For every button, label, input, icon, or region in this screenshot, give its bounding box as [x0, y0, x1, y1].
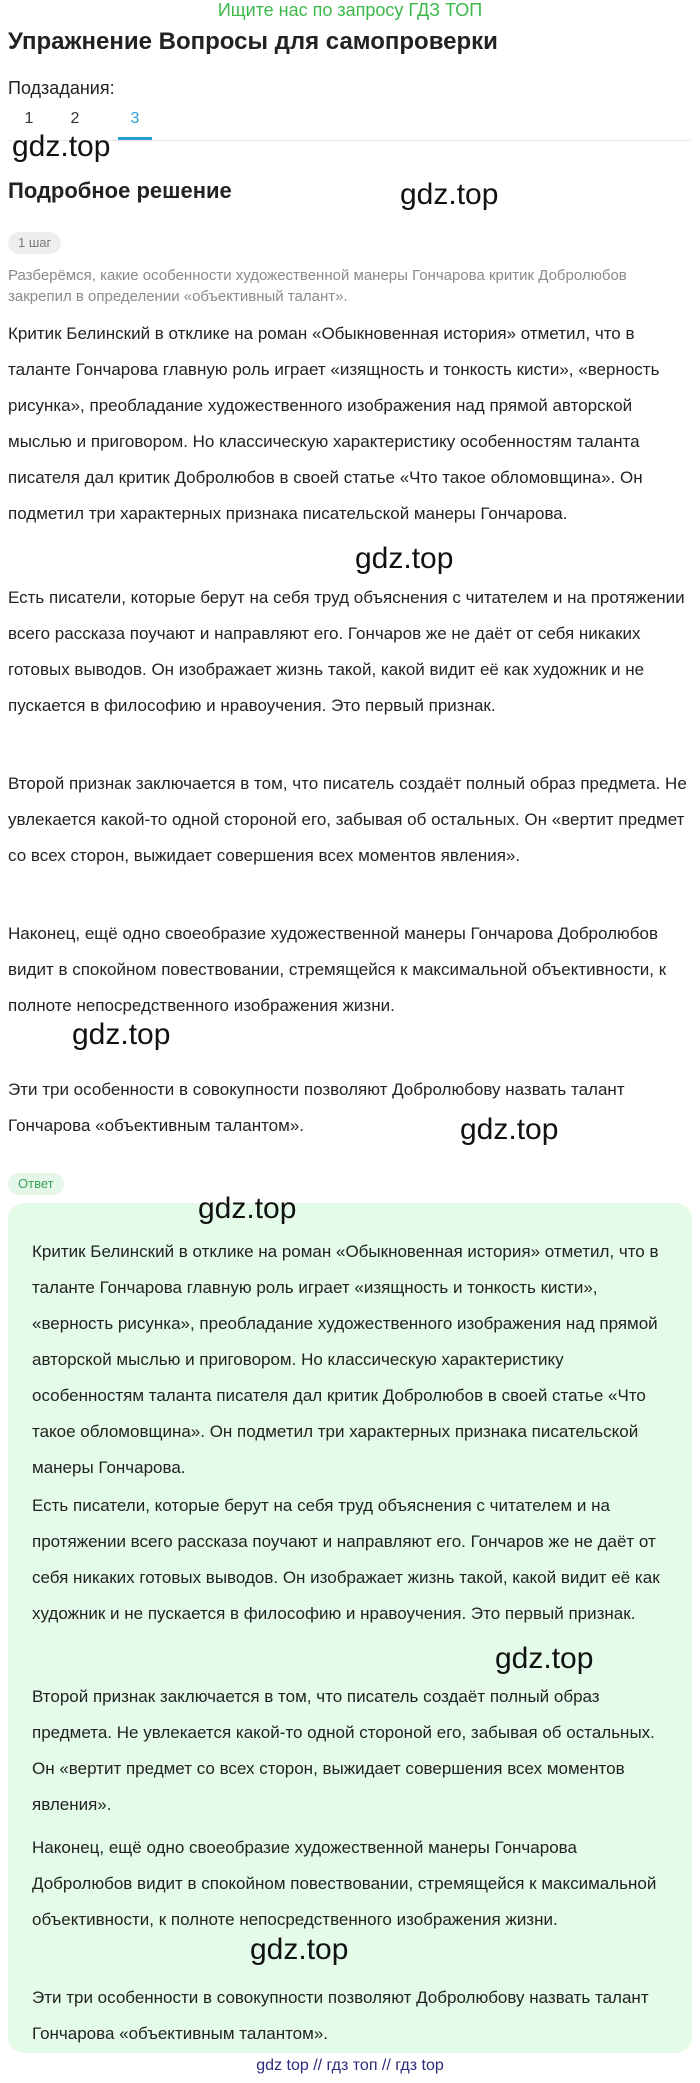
tab-2[interactable]: 2 — [70, 110, 80, 127]
solution-paragraph: Второй признак заключается в том, что писатель создаёт полный образ предмета. Не увлекается какой-то одной стороной его, забывая об остальных. Он «вертит предмет со всех сторон, выжидает совершения всех моментов явления». — [8, 774, 687, 865]
answer-paragraph: Критик Белинский в отклике на роман «Обыкновенная история» отметил, что в таланте Гончарова главную роль играет «изящность и тонкость кисти», «верность рисунка», преобладание художественного изображения над прямой авторской мыслью и приговором. Но классическую характеристику особенностям таланта писателя дал критик Добролюбов в своей статье «Что такое обломовщина». Он подметил три характерных признака писательской манеры Гончарова. — [32, 1242, 659, 1477]
watermark: gdz.top — [250, 1933, 349, 1966]
step-intro: Разберёмся, какие особенности художественной манеры Гончарова критик Добролюбов закрепил в определении «объективный талант». — [8, 267, 627, 305]
watermark: gdz.top — [460, 1113, 559, 1146]
answer-paragraph: Второй признак заключается в том, что писатель создаёт полный образ предмета. Не увлекается какой-то одной стороной его, забывая об остальных. Он «вертит предмет со всех сторон, выжидает совершения всех моментов явления». — [32, 1687, 655, 1814]
watermark: gdz.top — [72, 1018, 171, 1051]
top-banner[interactable]: Ищите нас по запросу ГДЗ ТОП — [217, 0, 483, 20]
active-tab-indicator — [118, 137, 152, 140]
watermark: gdz.top — [495, 1642, 594, 1675]
watermark: gdz.top — [355, 542, 454, 575]
answer-paragraph: Есть писатели, которые берут на себя труд объяснения с читателем и на протяжении всего рассказа поучают и направляют его. Гончаров же не даёт от себя никаких готовых выводов. Он изображает жизнь такой, какой видит её как художник и не пускается в философию и нравоучения. Это первый признак. — [32, 1496, 660, 1623]
watermark: gdz.top — [400, 178, 499, 211]
answer-paragraph: Эти три особенности в совокупности позволяют Добролюбову назвать талант Гончарова «объективным талантом». — [32, 1988, 649, 2043]
solution-paragraph: Есть писатели, которые берут на себя труд объяснения с читателем и на протяжении всего рассказа поучают и направляют его. Гончаров же не даёт от себя никаких готовых выводов. Он изображает жизнь такой, какой видит её как художник и не пускается в философию и нравоучения. Это первый признак. — [8, 588, 685, 715]
solution-paragraph: Наконец, ещё одно своеобразие художественной манеры Гончарова Добролюбов видит в спокойном повествовании, стремящейся к максимальной объективности, к полноте непосредственного изображения жизни. — [8, 924, 667, 1015]
tab-3[interactable]: 3 — [130, 110, 140, 127]
subtasks-label: Подзадания: — [8, 78, 115, 98]
exercise-title: Упражнение Вопросы для самопроверки — [8, 28, 498, 55]
tab-1[interactable]: 1 — [24, 110, 34, 127]
watermark: gdz.top — [198, 1192, 297, 1225]
answer-paragraph: Наконец, ещё одно своеобразие художественной манеры Гончарова Добролюбов видит в спокойном повествовании, стремящейся к максимальной объективности, к полноте непосредственного изображения жизни. — [32, 1838, 657, 1929]
footer-links[interactable]: gdz top // гдз топ // гдз top — [256, 2057, 444, 2074]
solution-title: Подробное решение — [8, 178, 232, 203]
answer-badge: Ответ — [8, 1173, 64, 1195]
solution-paragraph: Критик Белинский в отклике на роман «Обыкновенная история» отметил, что в таланте Гончарова главную роль играет «изящность и тонкость кисти», «верность рисунка», преобладание художественного изображения над прямой авторской мыслью и приговором. Но классическую характеристику особенностям таланта писателя дал критик Добролюбов в своей статье «Что такое обломовщина». Он подметил три характерных признака писательской манеры Гончарова. — [8, 324, 660, 523]
step-badge: 1 шаг — [8, 232, 61, 254]
watermark: gdz.top — [12, 130, 111, 163]
solution-paragraph: Эти три особенности в совокупности позволяют Добролюбову назвать талант Гончарова «объективным талантом». — [8, 1080, 625, 1135]
